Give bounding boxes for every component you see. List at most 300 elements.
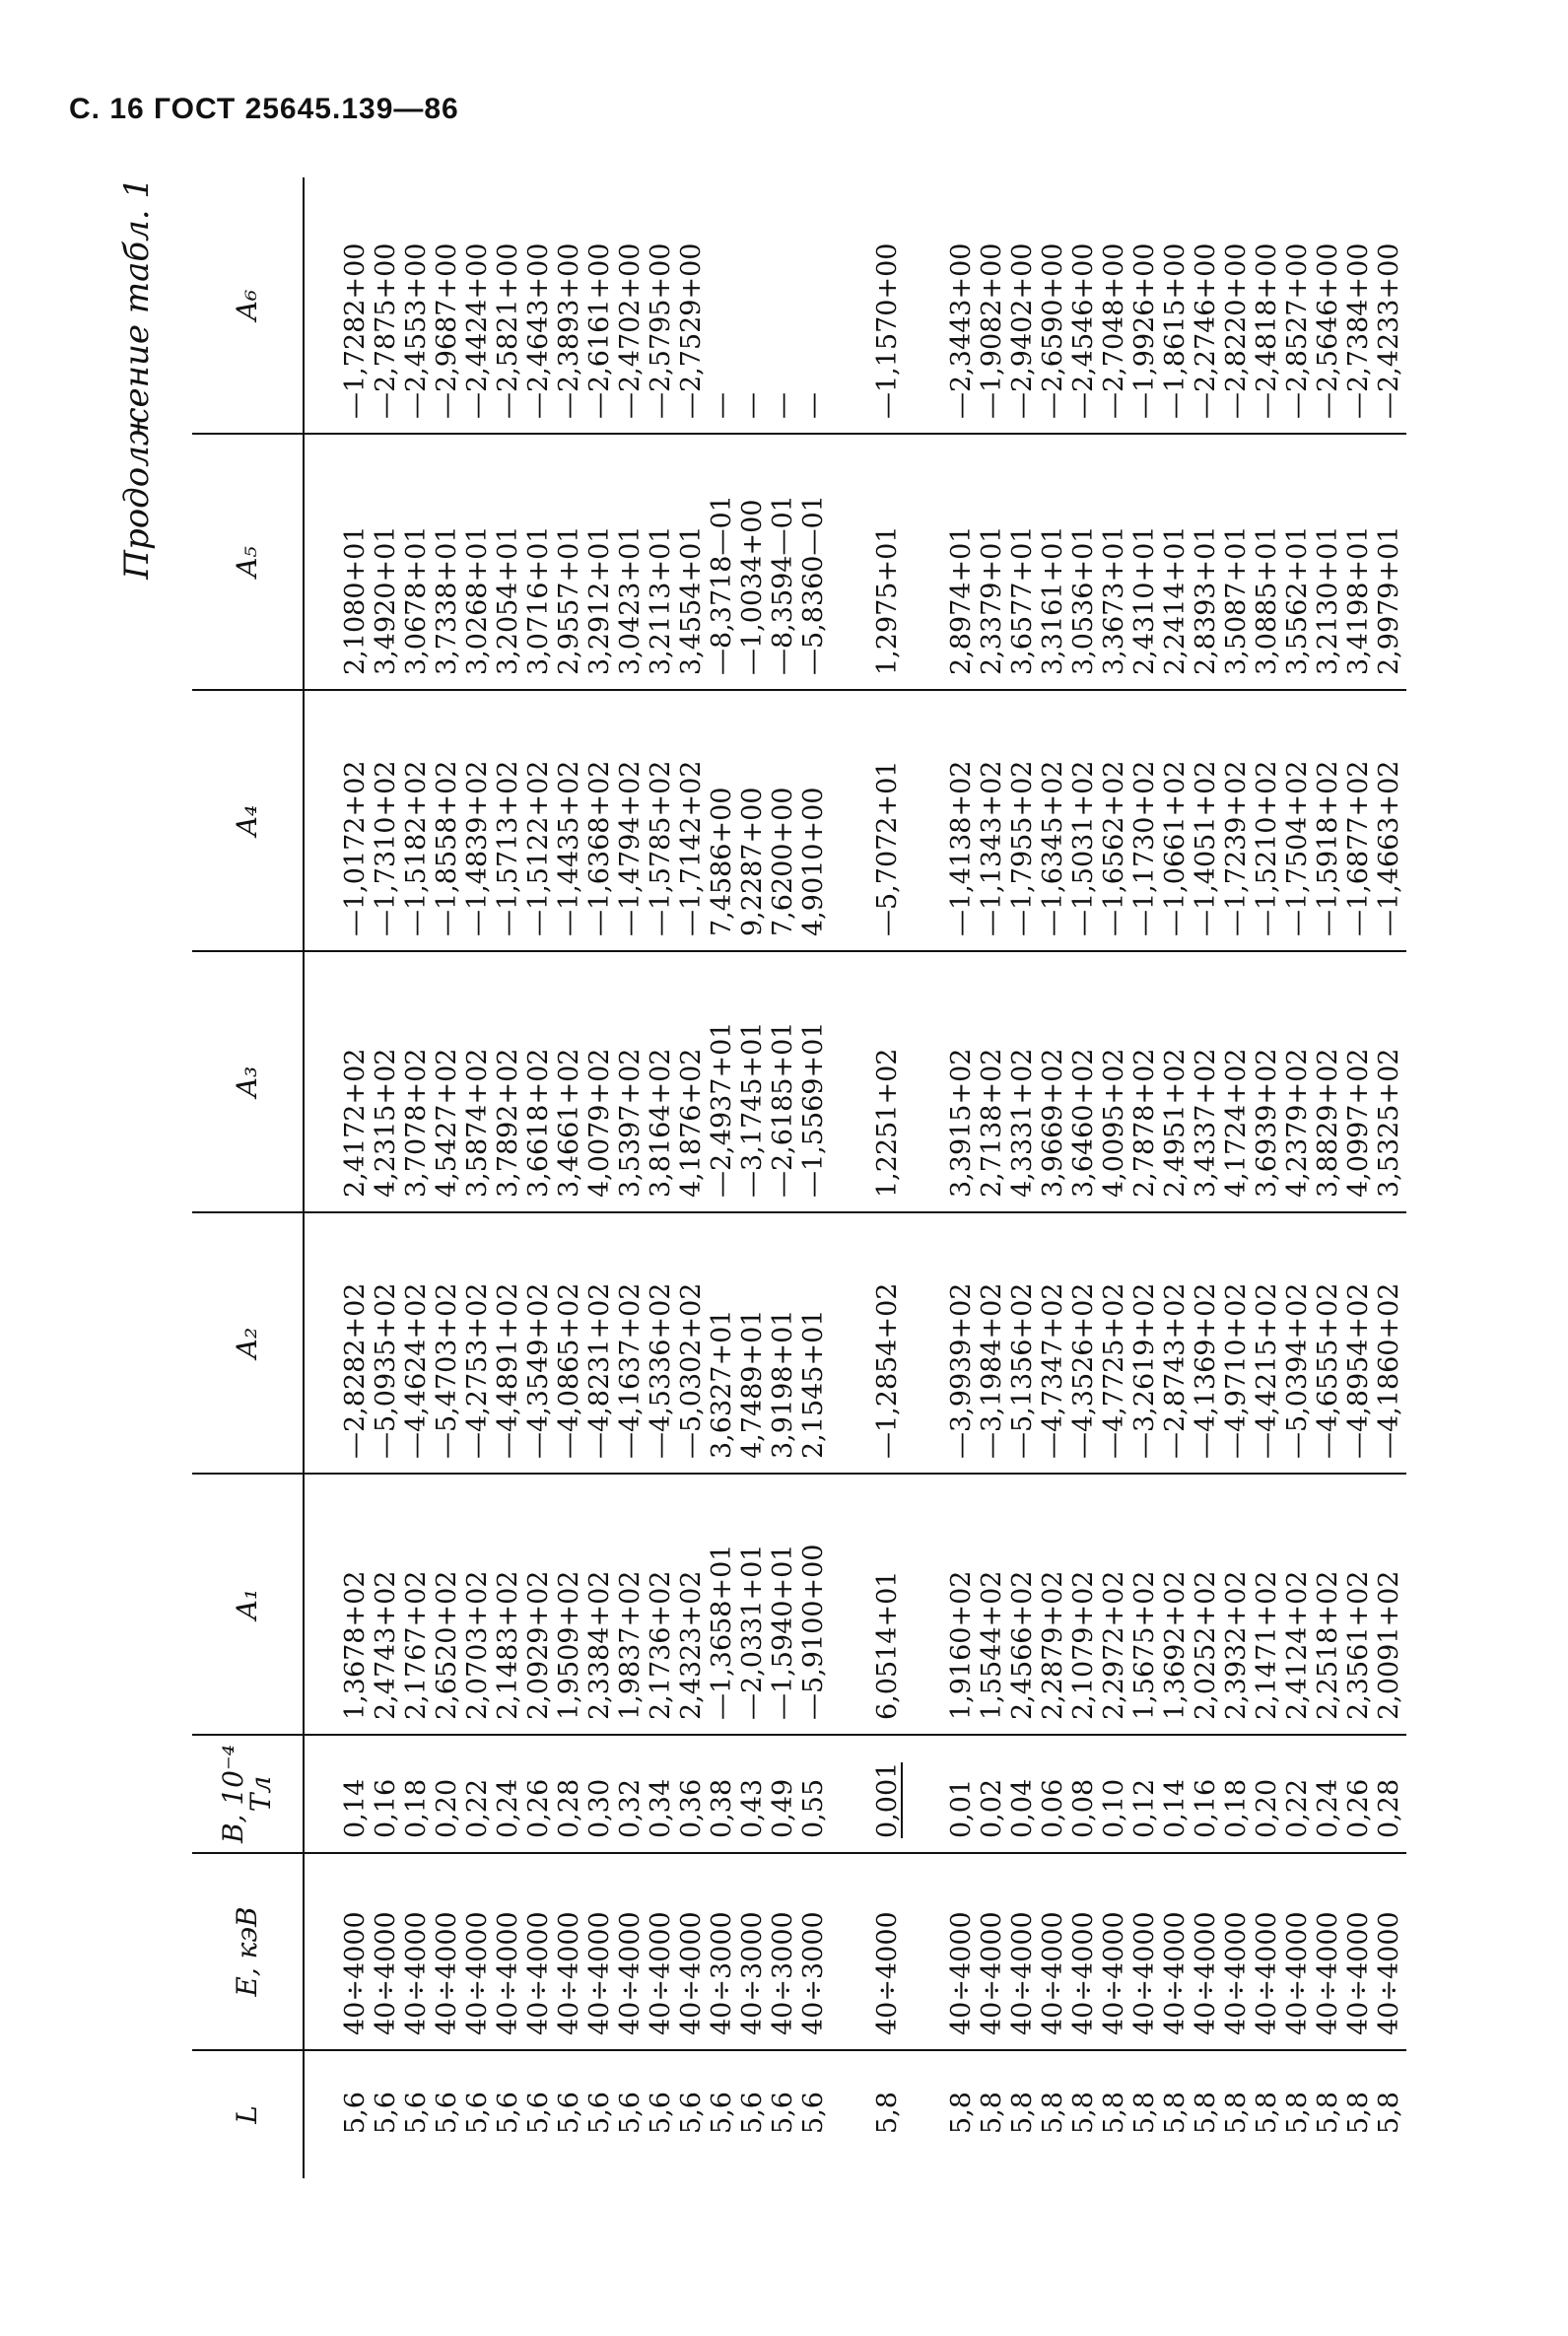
cell-value: 5,8: [946, 2092, 977, 2134]
cell-value: 3,9669+02: [1038, 1048, 1068, 1198]
cell-value: 40÷4000: [432, 1911, 462, 2035]
cell-value: —1,6877+02: [1343, 760, 1374, 936]
cell-a6: [770, 187, 800, 419]
cell-a6: [800, 187, 831, 419]
cell-a4: [648, 701, 678, 936]
cell-value: 3,6577+01: [1007, 525, 1038, 675]
cell-value: 0,43: [737, 1778, 768, 1838]
cell-a3: [874, 962, 905, 1198]
cell-e: [1284, 1864, 1315, 2035]
cell-value: 2,2518+02: [1313, 1570, 1343, 1720]
cell-value: —1,4138+02: [946, 760, 977, 936]
cell-value: —4,9710+02: [1221, 1282, 1252, 1459]
cell-a4: [373, 701, 403, 936]
cell-l: [1070, 2061, 1101, 2164]
cell-l: [617, 2061, 648, 2164]
cell-value: 2,7138+02: [977, 1048, 1007, 1198]
cell-value: —2,6161+00: [584, 242, 615, 419]
group-gap: [831, 1864, 874, 2035]
cell-a2: [495, 1223, 525, 1459]
cell-value: —1,1570+00: [872, 242, 903, 419]
group-gap: [831, 701, 874, 936]
cell-value: 0,08: [1068, 1778, 1099, 1838]
cell-l: [948, 2061, 979, 2164]
cell-b: [1254, 1746, 1284, 1838]
cell-value: 40÷4000: [1374, 1911, 1404, 2035]
cell-a2: [770, 1223, 800, 1459]
cell-a5: [770, 445, 800, 675]
cell-value: 5,8: [872, 2092, 903, 2134]
table-header-row: [192, 177, 304, 2178]
cell-value: 2,4124+02: [1282, 1570, 1313, 1720]
cell-value: 2,2414+01: [1160, 525, 1191, 675]
cell-value: —2,8527+00: [1282, 242, 1313, 419]
cell-value: —2,3893+00: [554, 242, 584, 419]
cell-a1: [948, 1484, 979, 1720]
cell-value: 40÷4000: [401, 1911, 432, 2035]
cell-e: [770, 1864, 800, 2035]
cell-a4: [1376, 701, 1406, 936]
cell-value: —4,5336+02: [646, 1282, 676, 1459]
cell-value: —4,1637+02: [615, 1282, 646, 1459]
cell-a1: [1223, 1484, 1254, 1720]
cell-value: 40÷4000: [1099, 1911, 1129, 2035]
group-gap: [905, 445, 948, 675]
cell-value: 40÷4000: [1007, 1911, 1038, 2035]
cell-value: 40÷4000: [1282, 1911, 1313, 2035]
cell-value: 3,5087+01: [1221, 525, 1252, 675]
cell-value: 2,4566+02: [1007, 1570, 1038, 1720]
cell-value: 4,9010+00: [798, 787, 829, 936]
cell-b: [1131, 1746, 1162, 1838]
cell-a3: [1376, 962, 1406, 1198]
cell-value: —2,6185+01: [768, 1021, 798, 1198]
cell-value: 1,5544+02: [977, 1570, 1007, 1720]
cell-value: —5,1356+02: [1007, 1282, 1038, 1459]
group-gap: [905, 1864, 948, 2035]
column-L: [305, 2051, 1406, 2178]
cell-value: 5,8: [1129, 2092, 1160, 2134]
cell-a2: [1070, 1223, 1101, 1459]
group-gap: [831, 1484, 874, 1720]
cell-value: —2,3443+00: [946, 242, 977, 419]
cell-value: 5,6: [707, 2092, 737, 2134]
cell-a4: [1101, 701, 1131, 936]
cell-value: 40÷4000: [523, 1911, 554, 2035]
cell-value: 40÷4000: [493, 1911, 523, 2035]
cell-value: 5,8: [1343, 2092, 1374, 2134]
cell-value: 40÷4000: [1068, 1911, 1099, 2035]
cell-a6: [1070, 187, 1101, 419]
cell-a3: [1254, 962, 1284, 1198]
cell-value: 5,6: [584, 2092, 615, 2134]
cell-a5: [617, 445, 648, 675]
cell-value: 3,4920+01: [371, 525, 401, 675]
cell-value: —1,7955+02: [1007, 760, 1038, 936]
cell-a5: [1376, 445, 1406, 675]
cell-value: 40÷4000: [462, 1911, 493, 2035]
cell-value: —4,3549+02: [523, 1282, 554, 1459]
cell-a3: [979, 962, 1009, 1198]
cell-a3: [525, 962, 556, 1198]
cell-a5: [342, 445, 373, 675]
cell-value: —1,3658+01: [707, 1544, 737, 1720]
cell-value: 2,9979+01: [1374, 525, 1404, 675]
cell-value: 2,4743+02: [371, 1570, 401, 1720]
cell-value: —4,7347+02: [1038, 1282, 1068, 1459]
cell-a3: [800, 962, 831, 1198]
cell-a1: [678, 1484, 709, 1720]
cell-a4: [434, 701, 464, 936]
cell-value: 0,36: [676, 1778, 707, 1838]
cell-a5: [1162, 445, 1193, 675]
cell-b: [979, 1746, 1009, 1838]
cell-a6: [434, 187, 464, 419]
cell-a6: [1376, 187, 1406, 419]
cell-value: 40÷4000: [676, 1911, 707, 2035]
cell-a2: [648, 1223, 678, 1459]
cell-value: 40÷3000: [798, 1911, 829, 2035]
cell-value: 2,0252+02: [1191, 1570, 1221, 1720]
cell-a2: [464, 1223, 495, 1459]
cell-value: 3,7338+01: [432, 525, 462, 675]
cell-e: [525, 1864, 556, 2035]
cell-value: 40÷4000: [1038, 1911, 1068, 2035]
group-gap: [905, 2061, 948, 2164]
cell-a2: [739, 1223, 770, 1459]
cell-b: [1193, 1746, 1223, 1838]
cell-value: 3,9198+01: [768, 1309, 798, 1459]
cell-value: 0,22: [1282, 1778, 1313, 1838]
cell-a5: [1070, 445, 1101, 675]
cell-a1: [1315, 1484, 1345, 1720]
cell-e: [739, 1864, 770, 2035]
cell-value: 0,28: [1374, 1778, 1404, 1838]
cell-value: —5,0302+02: [676, 1282, 707, 1459]
cell-a5: [678, 445, 709, 675]
cell-e: [800, 1864, 831, 2035]
cell-a3: [948, 962, 979, 1198]
cell-value: 1,3692+02: [1160, 1570, 1191, 1720]
cell-a3: [1101, 962, 1131, 1198]
cell-a6: [525, 187, 556, 419]
cell-value: 2,1483+02: [493, 1570, 523, 1720]
cell-a2: [403, 1223, 434, 1459]
cell-b: [1162, 1746, 1193, 1838]
cell-value: —1,6345+02: [1038, 760, 1068, 936]
cell-a5: [373, 445, 403, 675]
cell-a1: [1284, 1484, 1315, 1720]
cell-a5: [948, 445, 979, 675]
cell-e: [586, 1864, 617, 2035]
cell-value: —4,8954+02: [1343, 1282, 1374, 1459]
cell-a2: [874, 1223, 905, 1459]
cell-a3: [1284, 962, 1315, 1198]
cell-a2: [1009, 1223, 1040, 1459]
cell-value: 4,0997+02: [1343, 1048, 1374, 1198]
cell-value: 2,8393+01: [1191, 525, 1221, 675]
cell-a6: [617, 187, 648, 419]
column-B: [305, 1736, 1406, 1852]
cell-e: [1193, 1864, 1223, 2035]
cell-value: 2,8974+01: [946, 525, 977, 675]
cell-a5: [403, 445, 434, 675]
cell-value: —4,1860+02: [1374, 1282, 1404, 1459]
cell-e: [874, 1864, 905, 2035]
cell-a1: [979, 1484, 1009, 1720]
cell-value: 0,01: [946, 1778, 977, 1838]
cell-value: 5,6: [493, 2092, 523, 2134]
data-table: [192, 177, 1406, 2178]
cell-e: [979, 1864, 1009, 2035]
cell-value: 5,8: [1374, 2092, 1404, 2134]
cell-value: 4,2315+02: [371, 1048, 401, 1198]
cell-l: [586, 2061, 617, 2164]
cell-b: [678, 1746, 709, 1838]
cell-a1: [648, 1484, 678, 1720]
cell-value: 2,1080+01: [340, 525, 371, 675]
cell-value: —2,2746+00: [1191, 242, 1221, 419]
cell-value: 3,7078+02: [401, 1048, 432, 1198]
cell-b: [1101, 1746, 1131, 1838]
cell-a6: [709, 187, 739, 419]
cell-value: 5,8: [1221, 2092, 1252, 2134]
cell-value: 0,12: [1129, 1778, 1160, 1838]
cell-e: [464, 1864, 495, 2035]
cell-value: 3,4337+02: [1191, 1048, 1221, 1198]
cell-value: 3,4661+02: [554, 1048, 584, 1198]
cell-a6: [403, 187, 434, 419]
cell-a1: [800, 1484, 831, 1720]
cell-value: 1,3678+02: [340, 1570, 371, 1720]
cell-value: 0,20: [432, 1778, 462, 1838]
cell-value: 2,6520+02: [432, 1570, 462, 1720]
cell-a5: [800, 445, 831, 675]
cell-a1: [1131, 1484, 1162, 1720]
cell-value: 3,6460+02: [1068, 1048, 1099, 1198]
cell-value: 6,0514+01: [872, 1570, 903, 1720]
cell-value: 2,1767+02: [401, 1570, 432, 1720]
cell-value: 40÷4000: [977, 1911, 1007, 2035]
cell-a5: [1009, 445, 1040, 675]
cell-b: [948, 1746, 979, 1838]
cell-b: [586, 1746, 617, 1838]
cell-value: —5,7072+01: [872, 760, 903, 936]
cell-value: —3,1984+02: [977, 1282, 1007, 1459]
cell-value: 3,0268+01: [462, 525, 493, 675]
cell-l: [709, 2061, 739, 2164]
header-A1: A₁: [192, 1474, 304, 1735]
cell-value: 2,4951+02: [1160, 1048, 1191, 1198]
cell-a4: [948, 701, 979, 936]
cell-a6: [1223, 187, 1254, 419]
cell-value: 3,3161+01: [1038, 525, 1068, 675]
cell-a5: [1254, 445, 1284, 675]
cell-a6: [739, 187, 770, 419]
cell-value: 1,9509+02: [554, 1570, 584, 1720]
cell-value: 40÷4000: [946, 1911, 977, 2035]
table-caption: Продолжение табл. 1: [117, 177, 157, 580]
cell-value: —4,2753+02: [462, 1282, 493, 1459]
cell-value: 2,2879+02: [1038, 1570, 1068, 1720]
cell-value: 5,6: [676, 2092, 707, 2134]
cell-value: 3,6327+01: [707, 1309, 737, 1459]
cell-value: —2,9402+00: [1007, 242, 1038, 419]
cell-value: 3,8829+02: [1313, 1048, 1343, 1198]
cell-a1: [373, 1484, 403, 1720]
cell-value: 5,8: [1252, 2092, 1282, 2134]
header-L: L: [192, 2050, 304, 2178]
cell-value: 4,1876+02: [676, 1048, 707, 1198]
cell-a6: [464, 187, 495, 419]
cell-a5: [648, 445, 678, 675]
cell-b: [739, 1746, 770, 1838]
cell-value: —4,8231+02: [584, 1282, 615, 1459]
cell-a2: [678, 1223, 709, 1459]
cell-value: —2,4546+00: [1068, 242, 1099, 419]
cell-a2: [800, 1223, 831, 1459]
cell-value: 5,6: [462, 2092, 493, 2134]
cell-l: [1009, 2061, 1040, 2164]
cell-a4: [1345, 701, 1376, 936]
cell-value: —5,4703+02: [432, 1282, 462, 1459]
cell-value: —5,8360—01: [798, 495, 829, 675]
cell-value: 3,3673+01: [1099, 525, 1129, 675]
cell-value: 3,5397+02: [615, 1048, 646, 1198]
cell-a5: [464, 445, 495, 675]
column-A6: [305, 177, 1406, 433]
column-A1: [305, 1475, 1406, 1734]
cell-a4: [525, 701, 556, 936]
cell-value: —2,8282+02: [340, 1282, 371, 1459]
group-gap: [831, 1223, 874, 1459]
cell-a2: [1315, 1223, 1345, 1459]
cell-value: 3,7892+02: [493, 1048, 523, 1198]
cell-b: [770, 1746, 800, 1838]
cell-value: 0,18: [1221, 1778, 1252, 1838]
cell-value: 40÷4000: [340, 1911, 371, 2035]
cell-b: [1345, 1746, 1376, 1838]
cell-e: [373, 1864, 403, 2035]
cell-value: 3,0716+01: [523, 525, 554, 675]
cell-value: —1,6368+02: [584, 760, 615, 936]
cell-a1: [617, 1484, 648, 1720]
cell-a1: [709, 1484, 739, 1720]
cell-a1: [525, 1484, 556, 1720]
cell-l: [874, 2061, 905, 2164]
cell-value: —1,0661+02: [1160, 760, 1191, 936]
cell-a3: [709, 962, 739, 1198]
cell-a5: [1223, 445, 1254, 675]
cell-a4: [617, 701, 648, 936]
cell-l: [1376, 2061, 1406, 2164]
cell-e: [678, 1864, 709, 2035]
cell-value: 0,20: [1252, 1778, 1282, 1838]
cell-value: —1,9082+00: [977, 242, 1007, 419]
cell-value: —1,7239+02: [1221, 760, 1252, 936]
cell-value: —1,8615+00: [1160, 242, 1191, 419]
cell-l: [525, 2061, 556, 2164]
cell-value: 3,0885+01: [1252, 525, 1282, 675]
cell-a6: [495, 187, 525, 419]
cell-value: 5,6: [646, 2092, 676, 2134]
cell-a2: [1376, 1223, 1406, 1459]
cell-l: [464, 2061, 495, 2164]
cell-value: 0,26: [1343, 1778, 1374, 1838]
cell-a2: [1345, 1223, 1376, 1459]
cell-a2: [373, 1223, 403, 1459]
cell-a5: [525, 445, 556, 675]
cell-value: 40÷4000: [1129, 1911, 1160, 2035]
cell-value: 0,18: [401, 1778, 432, 1838]
cell-a1: [1009, 1484, 1040, 1720]
cell-a5: [1345, 445, 1376, 675]
cell-value: 40÷4000: [872, 1911, 903, 2035]
cell-b: [800, 1746, 831, 1838]
cell-a3: [586, 962, 617, 1198]
cell-value: 40÷4000: [371, 1911, 401, 2035]
cell-l: [1254, 2061, 1284, 2164]
cell-l: [800, 2061, 831, 2164]
cell-l: [979, 2061, 1009, 2164]
cell-a5: [586, 445, 617, 675]
cell-a1: [874, 1484, 905, 1720]
cell-value: 3,2054+01: [493, 525, 523, 675]
cell-a2: [617, 1223, 648, 1459]
cell-value: —1,4663+02: [1374, 760, 1404, 936]
cell-value: —2,4643+00: [523, 242, 554, 419]
cell-b: [1284, 1746, 1315, 1838]
cell-a6: [1040, 187, 1070, 419]
cell-a1: [1040, 1484, 1070, 1720]
cell-value: 0,34: [646, 1778, 676, 1838]
cell-value: —1,7142+02: [676, 760, 707, 936]
cell-a1: [1254, 1484, 1284, 1720]
cell-l: [678, 2061, 709, 2164]
table-body-row: [304, 177, 1406, 2178]
cell-l: [770, 2061, 800, 2164]
cell-value: 0,24: [493, 1778, 523, 1838]
cell-value: 3,2912+01: [584, 525, 615, 675]
cell-a3: [1315, 962, 1345, 1198]
cell-value: 4,2379+02: [1282, 1048, 1313, 1198]
cell-a3: [434, 962, 464, 1198]
cell-value: —1,5210+02: [1252, 760, 1282, 936]
cell-value: —2,4937+01: [707, 1021, 737, 1198]
cell-a5: [1101, 445, 1131, 675]
cell-value: 3,0423+01: [615, 525, 646, 675]
cell-e: [1009, 1864, 1040, 2035]
cell-e: [948, 1864, 979, 2035]
cell-a5: [1284, 445, 1315, 675]
cell-a4: [342, 701, 373, 936]
cell-value: 5,8: [1099, 2092, 1129, 2134]
cell-value: 3,5874+02: [462, 1048, 493, 1198]
cell-value: 2,4172+02: [340, 1048, 371, 1198]
cell-value: 40÷4000: [1343, 1911, 1374, 2035]
cell-value: —4,1369+02: [1191, 1282, 1221, 1459]
cell-e: [1101, 1864, 1131, 2035]
cell-a2: [342, 1223, 373, 1459]
cell-value: 0,14: [340, 1778, 371, 1838]
cell-value: —1,5918+02: [1313, 760, 1343, 936]
cell-value: 40÷4000: [1313, 1911, 1343, 2035]
cell-a4: [1070, 701, 1101, 936]
cell-value: 40÷4000: [1160, 1911, 1191, 2035]
group-gap: [831, 187, 874, 419]
group-gap: [905, 187, 948, 419]
cell-a5: [1131, 445, 1162, 675]
